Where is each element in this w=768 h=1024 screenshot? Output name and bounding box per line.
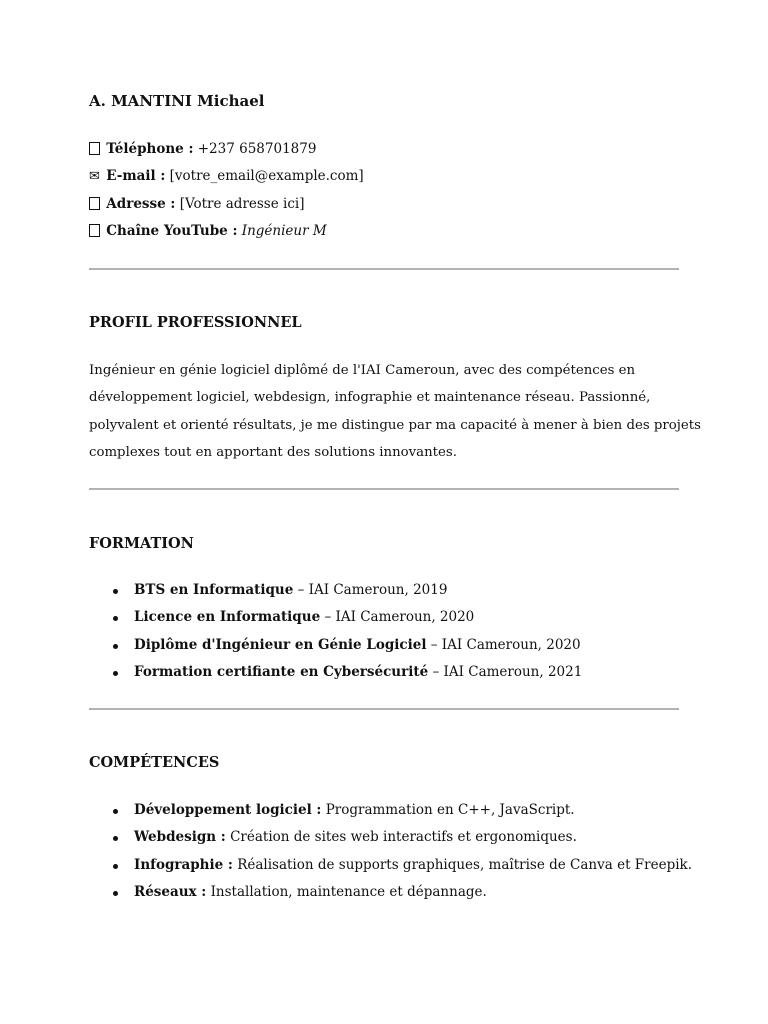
profile-line: développement logiciel, webdesign, infographie et maintenance réseau. Passionné, [89,390,651,406]
bullet-icon [113,644,118,649]
location-icon [89,197,100,210]
envelope-icon: ✉ [89,169,100,184]
bullet-icon [113,589,118,594]
formation-detail: – IAI Cameroun, 2020 [320,609,475,626]
competences-list [89,797,692,906]
competence-name: Webdesign : [134,829,226,846]
youtube-value: Ingénieur M [241,223,327,239]
competence-item [89,852,692,879]
bullet-icon [113,616,118,621]
phone-label: Téléphone : [106,141,194,157]
competence-detail: Réalisation de supports graphiques, maîtrise de Canva et Freepik. [232,856,693,873]
competence-detail: Installation, maintenance et dépannage. [206,883,487,900]
contact-phone [89,141,316,157]
competence-detail: Création de sites web interactifs et ergonomiques. [225,829,577,846]
bullet-icon [113,671,118,676]
profile-line: polyvalent et orienté résultats, je me distingue par ma capacité à mener à bien des projets [89,417,701,433]
formation-list [89,577,582,686]
contact-youtube [89,223,327,239]
profile-line: complexes tout en apportant des solutions innovantes. [89,444,457,460]
formation-detail: – IAI Cameroun, 2021 [428,663,583,680]
profile-title: PROFIL PROFESSIONNEL [89,314,302,331]
candidate-name: A. MANTINI Michael [89,92,265,110]
divider [89,268,679,270]
competence-name: Réseaux : [134,883,207,900]
competence-name: Développement logiciel : [134,802,322,818]
competences-title: COMPÉTENCES [89,754,220,771]
competence-item [89,824,692,851]
profile-line: Ingénieur en génie logiciel diplômé de l'IAI Cameroun, avec des compétences en [89,363,636,378]
phone-icon [89,142,100,155]
formation-detail: – IAI Cameroun, 2019 [293,582,448,598]
formation-degree: Formation certifiante en Cybersécurité [134,663,429,680]
formation-degree: Diplôme d'Ingénieur en Génie Logiciel [134,636,427,653]
contact-address [89,196,304,212]
formation-degree: BTS en Informatique [134,582,294,598]
bullet-icon [113,809,118,814]
youtube-label: Chaîne YouTube : [106,223,238,239]
formation-detail: – IAI Cameroun, 2020 [426,636,581,653]
divider [89,488,679,490]
profile-paragraph [89,357,701,466]
bullet-icon [113,864,118,869]
youtube-icon [89,224,100,237]
competence-name: Infographie : [134,856,233,873]
formation-item [89,632,582,659]
email-label: E-mail : [106,168,166,184]
bullet-icon [113,891,118,896]
formation-item [89,577,582,604]
contact-email [89,168,364,184]
formation-item [89,604,582,631]
formation-title: FORMATION [89,535,194,552]
address-label: Adresse : [106,196,176,212]
competence-detail: Programmation en C++, JavaScript. [321,802,575,818]
divider [89,708,679,710]
competence-item [89,879,692,906]
competence-item [89,797,692,824]
bullet-icon [113,836,118,841]
email-value: [votre_email@example.com] [169,168,364,184]
phone-value: +237 658701879 [197,141,317,157]
formation-item [89,659,582,686]
address-value: [Votre adresse ici] [179,196,305,212]
formation-degree: Licence en Informatique [134,609,321,626]
